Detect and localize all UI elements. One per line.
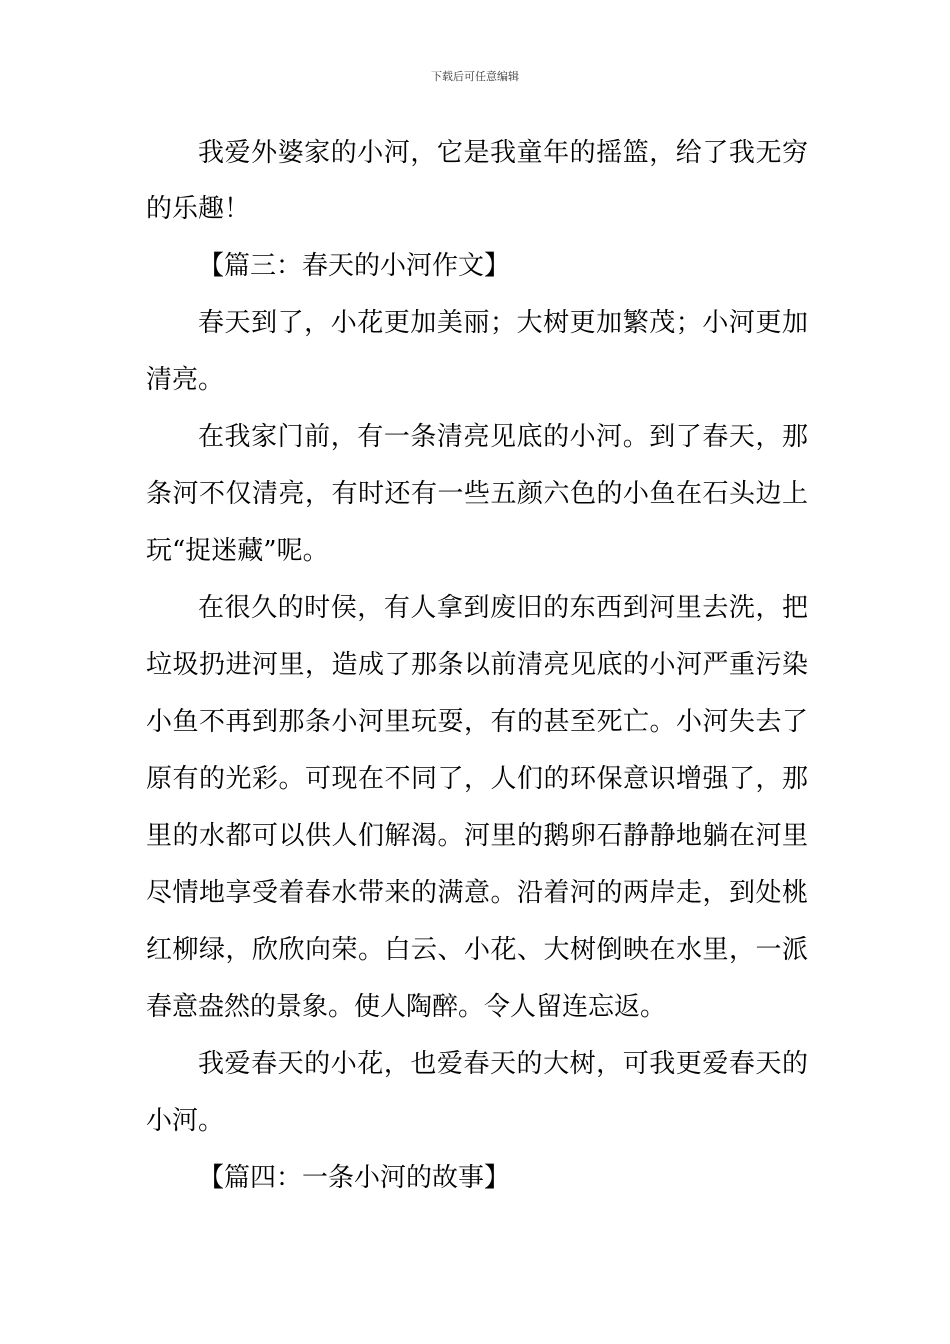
paragraph-line: 我爱春天的小花，也爱春天的大树，可我更爱春天的 [198, 1049, 808, 1079]
paragraph-line: 原有的光彩。可现在不同了，人们的环保意识增强了，那 [146, 764, 808, 794]
paragraph-line: 玩“捉迷藏”呢。 [146, 536, 329, 566]
paragraph-line: 小河。 [146, 1106, 225, 1136]
paragraph-line: 的乐趣！ [146, 194, 251, 224]
paragraph-line: 里的水都可以供人们解渴。河里的鹅卵石静静地躺在河里 [146, 821, 808, 851]
paragraph-line: 春天到了，小花更加美丽；大树更加繁茂；小河更加 [198, 308, 808, 338]
page-header: 下载后可任意编辑 [431, 70, 519, 83]
paragraph-line: 我爱外婆家的小河，它是我童年的摇篮，给了我无穷 [198, 138, 808, 168]
paragraph-line: 红柳绿，欣欣向荣。白云、小花、大树倒映在水里，一派 [146, 935, 808, 965]
section-heading: 【篇三：春天的小河作文】 [198, 251, 511, 281]
paragraph-line: 条河不仅清亮，有时还有一些五颜六色的小鱼在石头边上 [146, 479, 808, 509]
paragraph-line: 尽情地享受着春水带来的满意。沿着河的两岸走，到处桃 [146, 878, 808, 908]
paragraph-line: 在很久的时侯，有人拿到废旧的东西到河里去洗，把 [198, 593, 808, 623]
paragraph-line: 清亮。 [146, 365, 225, 395]
paragraph-line: 春意盎然的景象。使人陶醉。令人留连忘返。 [146, 992, 667, 1022]
paragraph-line: 在我家门前，有一条清亮见底的小河。到了春天，那 [198, 422, 808, 452]
section-heading: 【篇四：一条小河的故事】 [198, 1163, 511, 1193]
paragraph-line: 垃圾扔进河里，造成了那条以前清亮见底的小河严重污染 [146, 650, 808, 680]
paragraph-line: 小鱼不再到那条小河里玩耍，有的甚至死亡。小河失去了 [146, 707, 808, 737]
